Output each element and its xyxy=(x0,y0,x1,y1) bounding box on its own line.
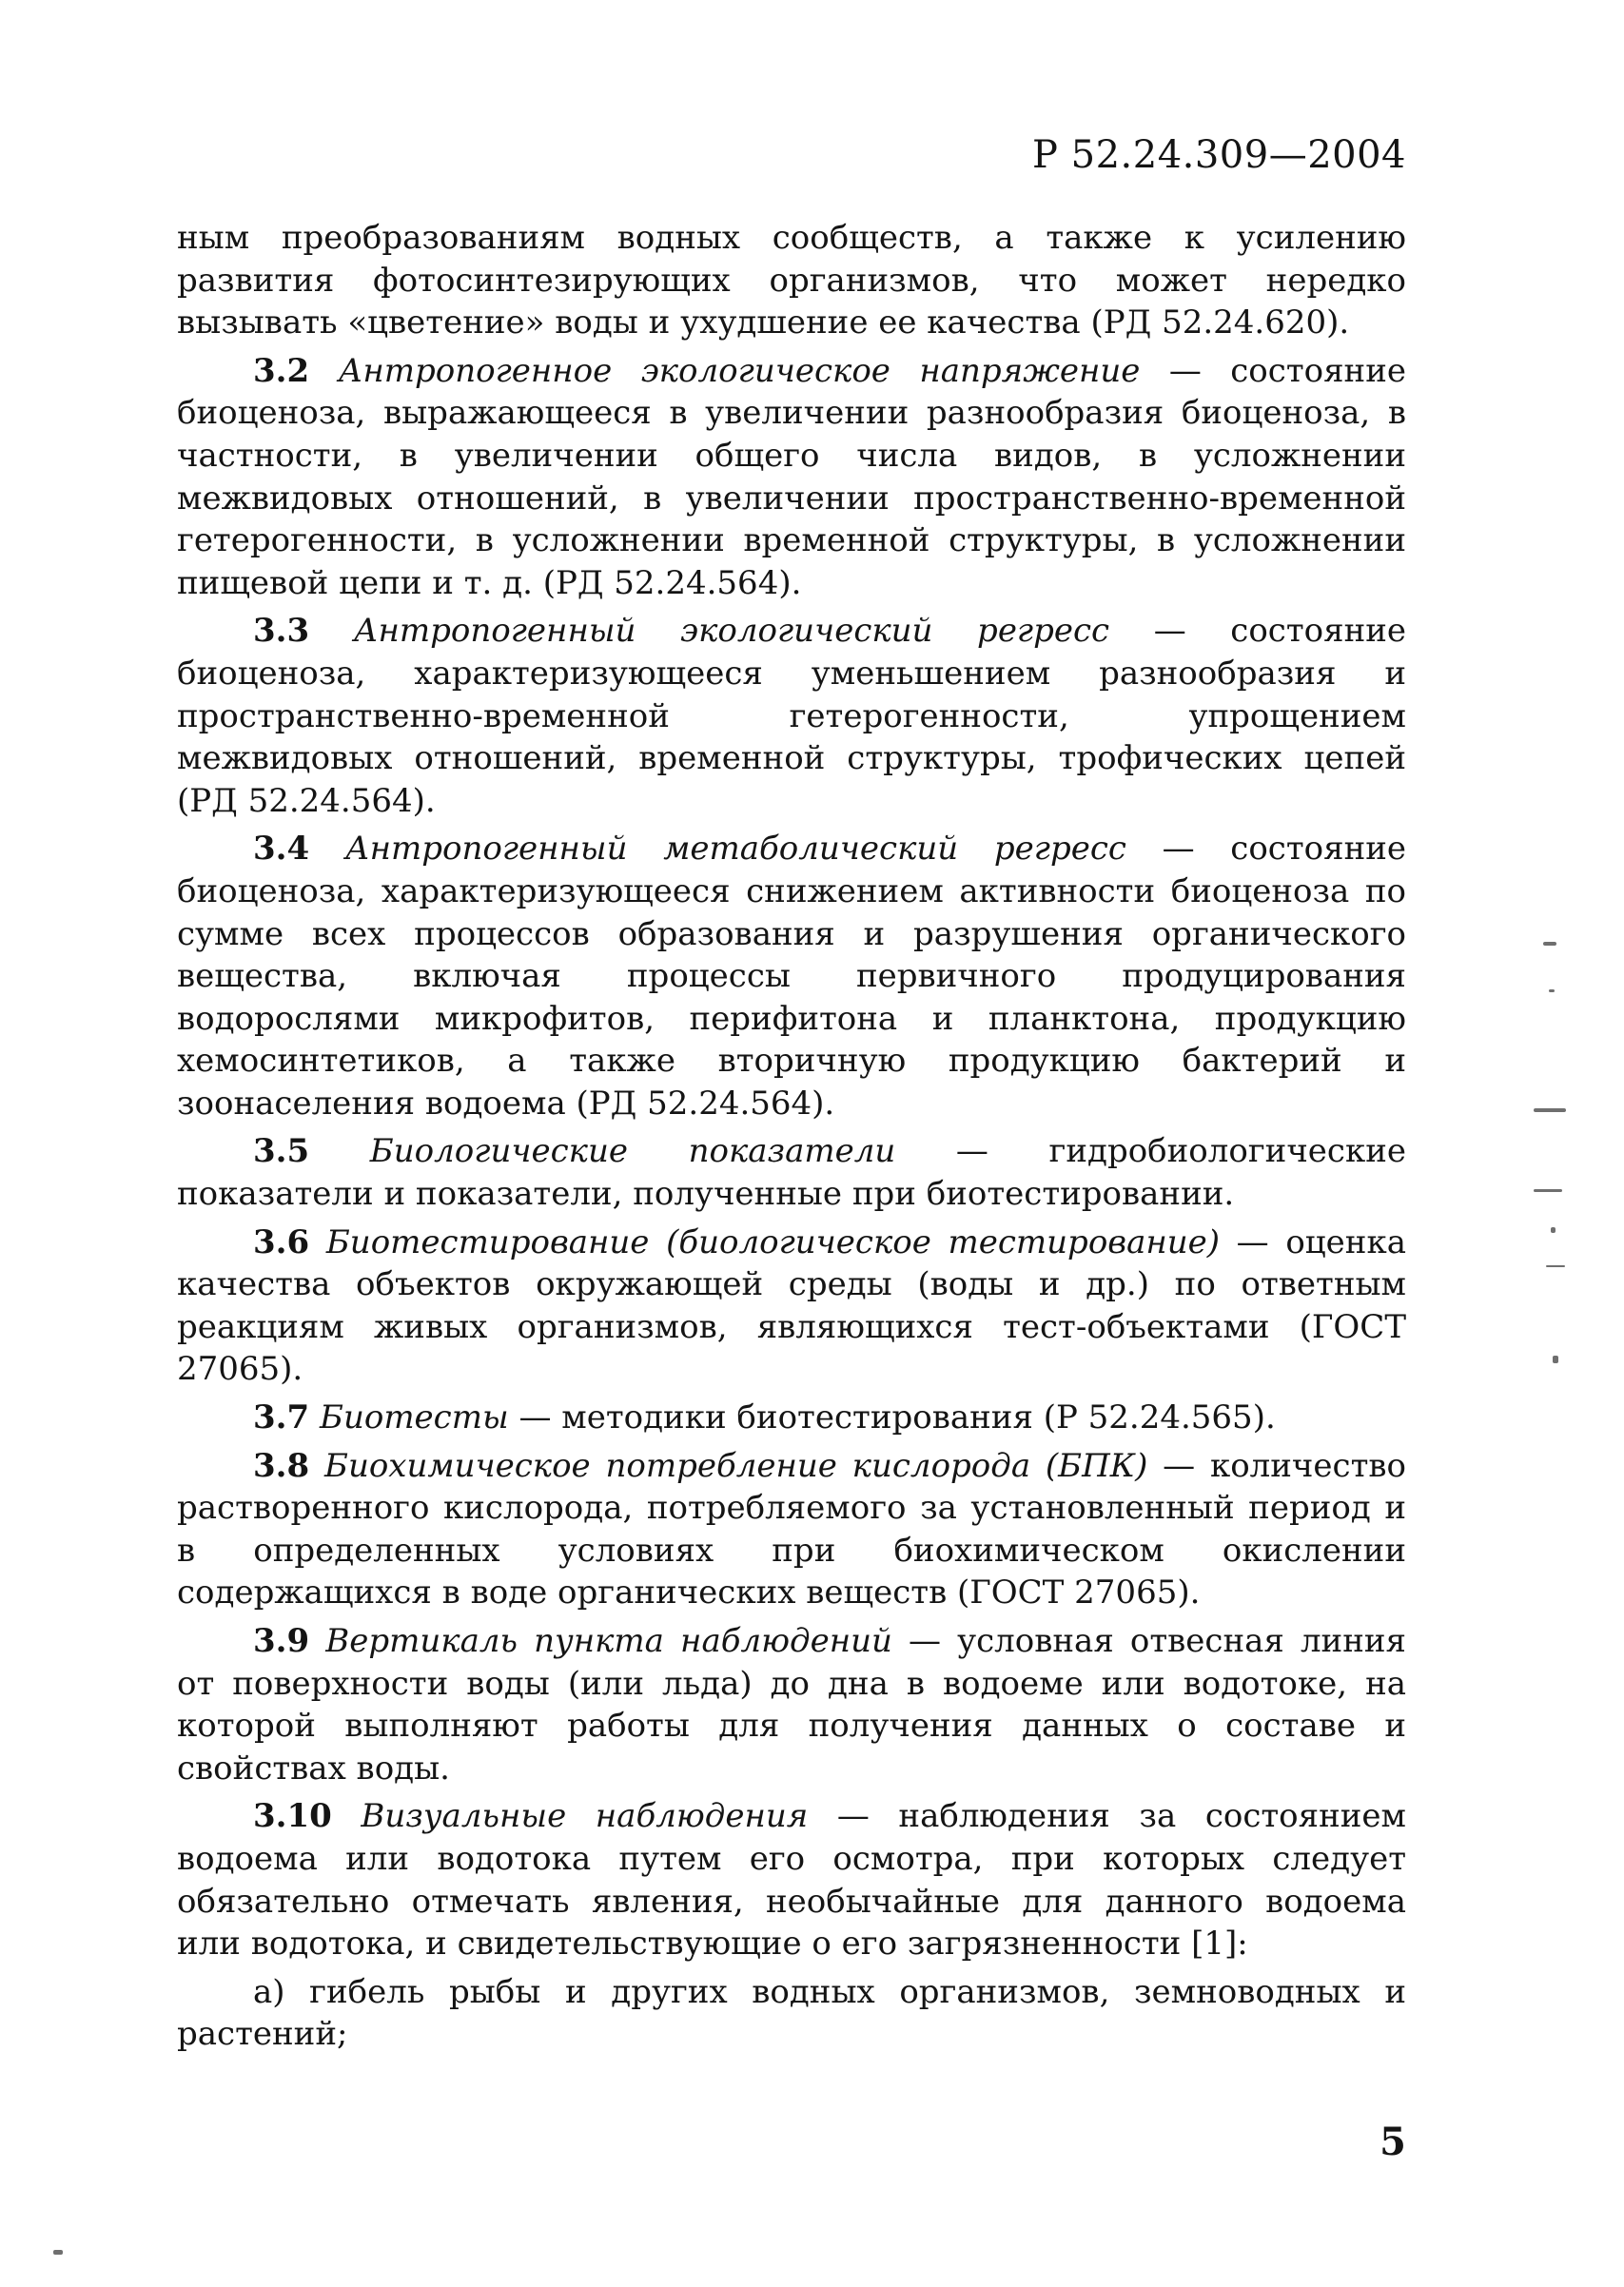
definition-3-5 xyxy=(177,1130,1406,1215)
definition-number: 3.8 xyxy=(253,1446,310,1485)
scan-speck xyxy=(1549,989,1555,992)
scan-speck xyxy=(1534,1108,1566,1112)
definition-term: Антропогенный экологический регресс xyxy=(353,612,1110,651)
definition-3-8 xyxy=(177,1445,1406,1614)
scan-speck xyxy=(1551,1227,1556,1233)
definition-text: — состояние биоценоза, характеризующееся уменьшением разнообразия и пространственно-временной гетерогенности, упрощением межвидовых отношений, временной структуры, трофических цепей (РД 52.24.564). xyxy=(177,612,1407,820)
scan-speck xyxy=(1534,1189,1562,1192)
page-number: 5 xyxy=(1379,2120,1406,2164)
definition-text: — условная отвесная линия от поверхности воды (или льда) до дна в водоеме или водотоке, на которой выполняют работы для получения данных о составе и свойствах воды. xyxy=(177,1622,1406,1788)
definition-3-2 xyxy=(177,350,1406,605)
document-code: Р 52.24.309—2004 xyxy=(1032,133,1406,177)
definition-3-4 xyxy=(177,828,1406,1124)
definition-term: Вертикаль пункта наблюдений xyxy=(325,1622,892,1660)
definition-term: Биологические показатели xyxy=(369,1132,896,1171)
scan-speck xyxy=(53,2250,63,2255)
definition-text: — гидробиологические показатели и показатели, полученные при биотестировании. xyxy=(177,1132,1406,1214)
document-page xyxy=(177,0,1406,2287)
definition-3-10 xyxy=(177,1795,1406,1964)
definition-text: — количество растворенного кислорода, потребляемого за установленный период и в определенных условиях при биохимическом окислении содержащихся в воде органических веществ (ГОСТ 27065). xyxy=(177,1446,1406,1613)
definition-number: 3.5 xyxy=(253,1132,310,1171)
definition-number: 3.2 xyxy=(253,351,310,390)
definition-number: 3.6 xyxy=(253,1222,310,1261)
document-body xyxy=(177,217,1406,2062)
definition-text: — состояние биоценоза, характеризующееся снижением активности биоценоза по сумме всех процессов образования и разрушения органического вещества, включая процессы первичного продуцирования водорослями микрофитов, перифитона и планктона, продукцию хемосинтетиков, а также вторичную продукцию бактерий и зоонаселения водоема (РД 52.24.564). xyxy=(177,830,1407,1123)
definition-term: Антропогенное экологическое напряжение xyxy=(338,351,1141,390)
definition-number: 3.10 xyxy=(253,1797,332,1836)
definition-number: 3.9 xyxy=(253,1622,310,1660)
list-item-a: а) гибель рыбы и других водных организмов, земноводных и растений; xyxy=(177,1972,1406,2054)
definition-term: Биотесты xyxy=(319,1398,509,1437)
scan-speck xyxy=(1553,1356,1558,1363)
definition-3-7 xyxy=(177,1397,1406,1439)
definition-term: Антропогенный метаболический регресс xyxy=(344,830,1126,869)
definition-number: 3.4 xyxy=(253,830,310,869)
definition-text: — методики биотестирования (Р 52.24.565). xyxy=(508,1398,1276,1437)
definition-text: — оценка качества объектов окружающей среды (воды и др.) по ответным реакциям живых организмов, являющихся тест-объектами (ГОСТ 27065). xyxy=(177,1222,1406,1389)
definition-term: Биохимическое потребление кислорода (БПК) xyxy=(323,1446,1148,1485)
definition-3-6 xyxy=(177,1222,1406,1391)
definition-number: 3.7 xyxy=(253,1398,310,1437)
definition-text: — состояние биоценоза, выражающееся в увеличении разнообразия биоценоза, в частности, в увеличении общего числа видов, в усложнении межвидовых отношений, в увеличении пространственно-временной гетерогенности, в усложнении временной структуры, в усложнении пищевой цепи и т. д. (РД 52.24.564). xyxy=(177,351,1406,602)
definition-3-9 xyxy=(177,1620,1406,1789)
definition-term: Биотестирование (биологическое тестирование) xyxy=(325,1222,1221,1261)
definition-text: — наблюдения за состоянием водоема или водотока путем его осмотра, при которых следует обязательно отмечать явления, необычайные для данного водоема или водотока, и свидетельствующие о его загрязненности [1]: xyxy=(177,1797,1406,1964)
definition-term: Визуальные наблюдения xyxy=(361,1797,809,1836)
scan-speck xyxy=(1546,1265,1565,1267)
scan-speck xyxy=(1543,942,1556,946)
continuation-paragraph: ным преобразованиям водных сообществ, а также к усилению развития фотосинтезирующих организмов, что может нередко вызывать «цветение» воды и ухудшение ее качества (РД 52.24.620). xyxy=(177,219,1406,342)
definition-number: 3.3 xyxy=(253,612,310,651)
definition-3-3 xyxy=(177,610,1406,822)
